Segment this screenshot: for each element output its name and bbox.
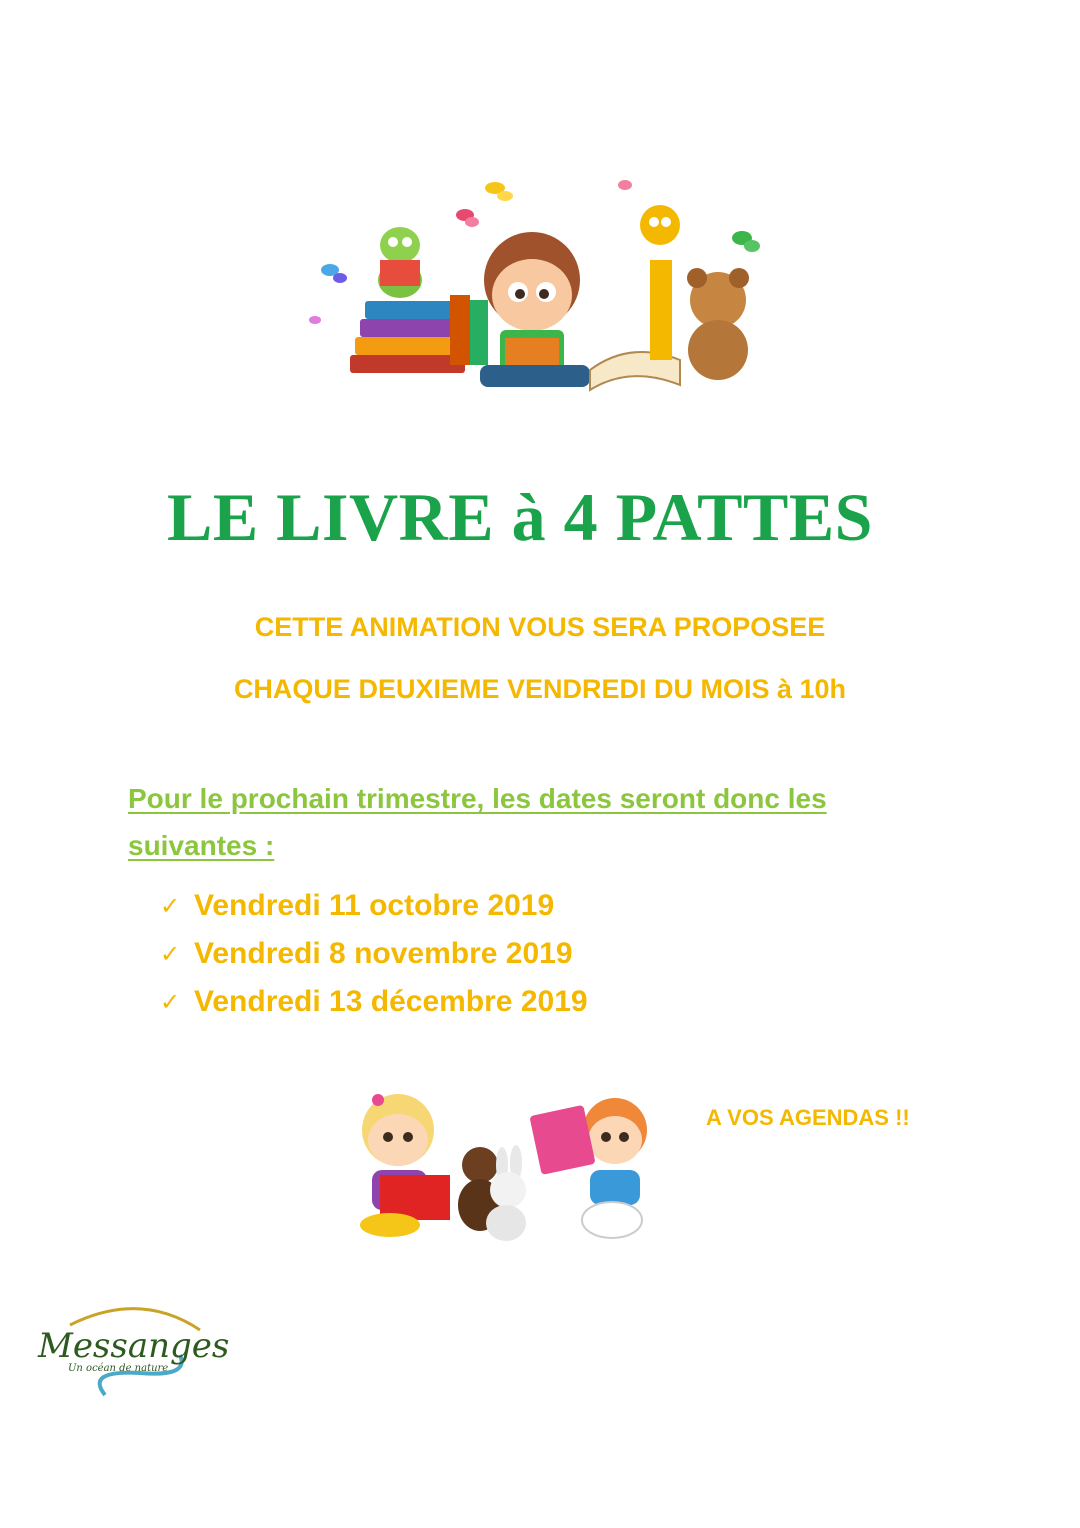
babies-reading-illustration — [350, 1085, 650, 1250]
date-label: Vendredi 11 octobre 2019 — [194, 889, 555, 922]
date-label: Vendredi 13 décembre 2019 — [194, 985, 588, 1018]
dates-list — [160, 882, 588, 1026]
list-item — [160, 930, 588, 978]
subtitle-line-1: CETTE ANIMATION VOUS SERA PROPOSEE — [254, 612, 826, 642]
checkmark-icon: ✓ — [160, 892, 181, 920]
butterfly-icon — [732, 231, 760, 252]
list-item — [160, 882, 588, 930]
page-title: LE LIVRE à 4 PATTES — [166, 479, 874, 555]
butterfly-icon — [309, 316, 321, 324]
checkmark-icon: ✓ — [160, 988, 181, 1016]
agenda-reminder: A VOS AGENDAS !! — [706, 1105, 910, 1130]
butterfly-icon — [618, 180, 632, 190]
list-item — [160, 978, 588, 1026]
date-label: Vendredi 8 novembre 2019 — [194, 937, 573, 970]
intro-text: Pour le prochain trimestre, les dates seront donc les suivantes : — [128, 783, 827, 861]
butterfly-icon — [485, 182, 513, 201]
logo-wordmark: Messanges — [38, 1326, 230, 1366]
butterfly-icon — [456, 209, 479, 227]
messanges-logo — [30, 1295, 240, 1405]
checkmark-icon: ✓ — [160, 940, 181, 968]
butterfly-icon — [321, 264, 347, 283]
subtitle-line-2: CHAQUE DEUXIEME VENDREDI DU MOIS à 10h — [233, 674, 847, 704]
logo-tagline: Un océan de nature — [68, 1363, 169, 1374]
child-reading-books-illustration — [300, 170, 780, 400]
